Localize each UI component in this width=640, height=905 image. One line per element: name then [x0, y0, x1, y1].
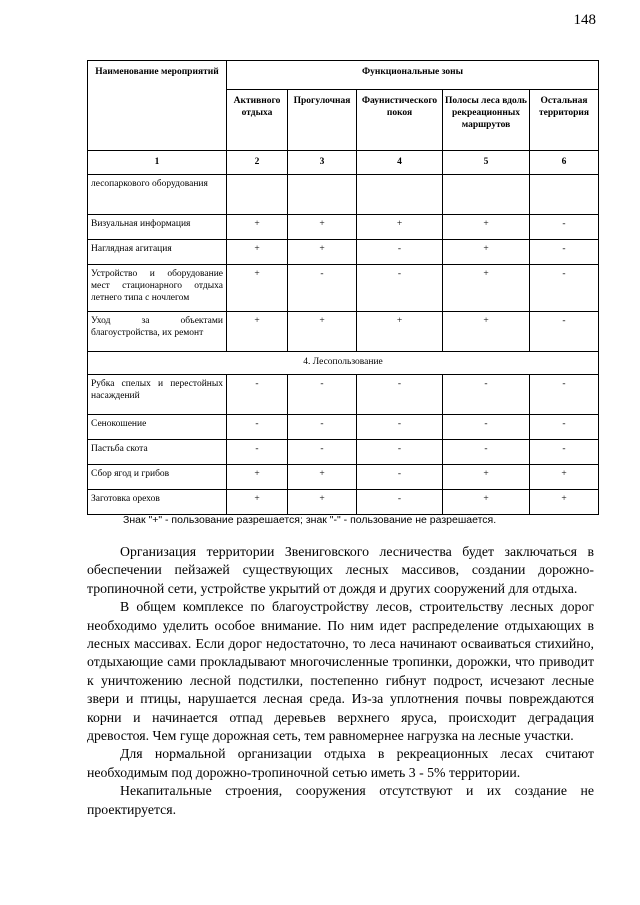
permission-cell: [443, 175, 530, 215]
header-zone-active: Активного отдыха: [227, 90, 288, 151]
permission-cell: [530, 175, 599, 215]
measure-name-cell: Устройство и оборудование мест стационарного отдыха летнего типа с ночлегом: [88, 265, 227, 312]
permission-cell: +: [443, 490, 530, 515]
permission-cell: +: [443, 465, 530, 490]
permission-cell: +: [227, 240, 288, 265]
column-number: 6: [530, 151, 599, 175]
permission-cell: +: [443, 312, 530, 352]
header-zone-walking: Прогулочная: [288, 90, 357, 151]
measure-name-cell: Пастьба скота: [88, 440, 227, 465]
permission-cell: +: [227, 490, 288, 515]
permission-cell: -: [530, 375, 599, 415]
page-number: 148: [573, 12, 596, 28]
permission-cell: -: [357, 265, 443, 312]
permission-cell: +: [227, 265, 288, 312]
table-row: [88, 175, 599, 215]
permission-cell: -: [288, 265, 357, 312]
permission-cell: -: [530, 265, 599, 312]
column-number: 5: [443, 151, 530, 175]
column-number: 1: [88, 151, 227, 175]
permission-cell: -: [530, 312, 599, 352]
permission-cell: +: [443, 215, 530, 240]
permission-cell: +: [530, 465, 599, 490]
permission-cell: -: [357, 490, 443, 515]
permission-cell: +: [443, 240, 530, 265]
permission-cell: -: [357, 375, 443, 415]
table-row: [88, 465, 599, 490]
table-row: [88, 265, 599, 312]
paragraph: Для нормальной организации отдыха в рекреационных лесах считают необходимым под дорожно-тропиночной сетью иметь 3 - 5% территории.: [87, 746, 594, 780]
paragraph: Организация территории Звениговского лесничества будет заключаться в обеспечении пейзажей существующих лесных массивов, создании дорожно-тропиночной сети, устройстве укрытий от дождя и других сооружений для отдыха.: [87, 544, 594, 596]
measure-name-cell: Сенокошение: [88, 415, 227, 440]
table-row: [88, 375, 599, 415]
permission-cell: [288, 175, 357, 215]
permission-cell: -: [357, 440, 443, 465]
permission-cell: [357, 175, 443, 215]
permission-cell: +: [530, 490, 599, 515]
permission-cell: +: [288, 312, 357, 352]
permission-cell: +: [227, 215, 288, 240]
measure-name-cell: лесопаркового оборудования: [88, 175, 227, 215]
column-number-row: [88, 151, 599, 175]
header-zones: Функциональные зоны: [227, 61, 599, 90]
table-row: [88, 440, 599, 465]
section-row: [88, 352, 599, 375]
permission-cell: +: [443, 265, 530, 312]
permission-cell: -: [288, 375, 357, 415]
paragraph: В общем комплексе по благоустройству лесов, строительству лесных дорог необходимо уделить особое внимание. По ним идет распределение отдыхающих в лесных массивах. Если дорог недостаточно, то леса начинают осваиваться стихийно, отдыхающие сами прокладывают многочисленные тропинки, дорожки, что приводит к уничтожению лесной подстилки, постепенно гибнут подрост, исчезают лесные звери и птицы, нарушается лесная среда. Из-за уплотнения почвы повреждаются корни и начинается отпад деревьев верхнего яруса, происходит деградация древостоя. Чем гуще дорожная сеть, тем равномернее нагрузка на лесные участки.: [87, 599, 594, 744]
measure-name-cell: Наглядная агитация: [88, 240, 227, 265]
column-number: 3: [288, 151, 357, 175]
column-number: 2: [227, 151, 288, 175]
permission-cell: -: [530, 215, 599, 240]
table-row: [88, 215, 599, 240]
permission-cell: -: [443, 440, 530, 465]
permission-cell: -: [288, 415, 357, 440]
permission-cell: +: [357, 312, 443, 352]
measure-name-cell: Заготовка орехов: [88, 490, 227, 515]
header-zone-strips: Полосы леса вдоль рекреационных маршрутов: [443, 90, 530, 151]
permission-cell: +: [288, 490, 357, 515]
table-row: [88, 415, 599, 440]
measure-name-cell: Уход за объектами благоустройства, их ремонт: [88, 312, 227, 352]
permission-cell: +: [288, 240, 357, 265]
permission-cell: +: [288, 215, 357, 240]
permission-cell: -: [288, 440, 357, 465]
permission-cell: -: [357, 465, 443, 490]
header-measure: Наименование мероприятий: [88, 61, 227, 151]
permission-cell: -: [357, 415, 443, 440]
permission-cell: +: [288, 465, 357, 490]
table-row: [88, 312, 599, 352]
measure-name-cell: Рубка спелых и перестойных насаждений: [88, 375, 227, 415]
header-zone-other: Остальная территория: [530, 90, 599, 151]
permission-cell: +: [227, 465, 288, 490]
table-body: [88, 151, 599, 515]
functional-zones-table: [87, 60, 599, 515]
measure-name-cell: Визуальная информация: [88, 215, 227, 240]
permission-cell: -: [443, 415, 530, 440]
column-number: 4: [357, 151, 443, 175]
header-zone-fauna: Фаунистического покоя: [357, 90, 443, 151]
permission-cell: +: [357, 215, 443, 240]
permission-cell: -: [227, 440, 288, 465]
permission-cell: -: [530, 240, 599, 265]
table-row: [88, 240, 599, 265]
permission-cell: -: [530, 415, 599, 440]
permission-cell: -: [227, 375, 288, 415]
permission-cell: -: [443, 375, 530, 415]
permission-cell: [227, 175, 288, 215]
permission-cell: -: [530, 440, 599, 465]
permission-cell: -: [357, 240, 443, 265]
body-text: [87, 543, 594, 819]
permission-cell: -: [227, 415, 288, 440]
measure-name-cell: Сбор ягод и грибов: [88, 465, 227, 490]
section-title: 4. Лесопользование: [88, 352, 599, 375]
permission-cell: +: [227, 312, 288, 352]
table-row: [88, 490, 599, 515]
paragraph: Некапитальные строения, сооружения отсутствуют и их создание не проектируется.: [87, 783, 594, 817]
legend-note: Знак "+" - пользование разрешается; знак "-" - пользование не разрешается.: [123, 514, 497, 526]
